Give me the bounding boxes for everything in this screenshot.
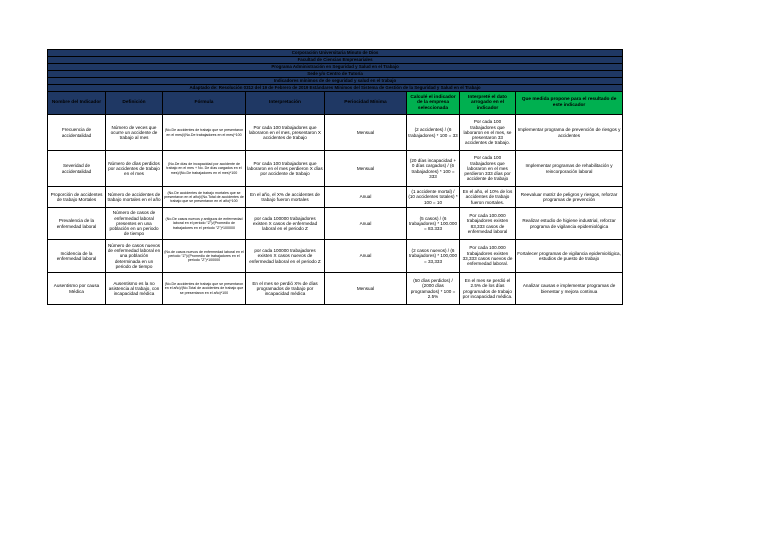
cell-formula[interactable]: (No.De accidentes de trabajo que se presentaron en el mes)/(No.De trabajadores en el mes)*100 (163, 115, 246, 151)
title-line (48, 50, 623, 57)
cell-interpreted[interactable]: Por cada 100.000 trabajadores existen 33,333 casos nuevos de enfermedad laboral. (460, 240, 516, 273)
cell-periodicity[interactable]: Anual (325, 208, 407, 240)
cell-name[interactable]: Prevalencia de la enfermedad laboral (48, 208, 106, 240)
cell-periodicity[interactable]: Mensual (325, 115, 407, 151)
cell-measure[interactable]: Implementar programas de rehabilitación y reincorporación laboral (516, 151, 623, 187)
cell-formula[interactable]: (No.De accidentes de trabajo mortales que se presentaron en el año)/(No.Total de accidentes de trabajo que se presentaron en el año)*100 (163, 187, 246, 208)
cell-interpreted[interactable]: Por cada 100.000 trabajadores existen 83,333 casos de enfermedad laboral (460, 208, 516, 240)
cell-definition[interactable]: Número de días perdidos por accidentes de trabajo en el mes (106, 151, 163, 187)
cell-interpretation[interactable]: En el año, el X% de accidentes de trabajo fueron mortales (246, 187, 325, 208)
title-text[interactable]: Programa Administración en Seguridad y Salud en el Trabajo (48, 64, 623, 71)
data-rows (48, 115, 623, 305)
header-row (48, 92, 623, 115)
cell-measure[interactable]: Realizar estudio de higiene industrial, reforzar programa de vigilancia epidemiológica (516, 208, 623, 240)
cell-name[interactable]: Frecuencia de accidentalidad (48, 115, 106, 151)
header-cell-interpretation[interactable]: Interpretación (246, 92, 325, 115)
header-cell-interpreted[interactable]: Interpreté el dato arrogado en el indicador (460, 92, 516, 115)
cell-definition[interactable]: Número de veces que ocurre un accidente de trabajo al mes (106, 115, 163, 151)
cell-measure[interactable]: Reevaluar matriz de peligros y riesgos, reforzar programas de prevención (516, 187, 623, 208)
cell-name[interactable]: Severidad de accidentalidad (48, 151, 106, 187)
header-cell-formula[interactable]: Fórmula (163, 92, 246, 115)
table-row (48, 208, 623, 240)
cell-calculated[interactable]: (2 accidentes) / (6 trabajadores) * 100 = 33 (407, 115, 460, 151)
cell-formula[interactable]: (No.De casos nuevos y antiguos de enfermedad laboral en el periodo "Z")/(Promedio de trabajadores en el periodo "Z")*100000 (163, 208, 246, 240)
cell-measure[interactable]: Analizar causas e implementar programas de bienestar y mejora continua (516, 273, 623, 305)
table-row (48, 240, 623, 273)
header-cell-definition[interactable]: Definición (106, 92, 163, 115)
cell-periodicity[interactable]: Anual (325, 240, 407, 273)
title-line (48, 78, 623, 85)
cell-formula[interactable]: (No.De días de incapacidad por accidente de trabajo en el mes + No. De días cargados en el mes)/(No.De trabajadores en el mes)*100 (163, 151, 246, 187)
header-cell-periodicity[interactable]: Periocidad Mínima (325, 92, 407, 115)
cell-interpretation[interactable]: por cada 100000 trabajadores existen X casos nuevos de enfermedad laboral en el periodo Z (246, 240, 325, 273)
table-row (48, 187, 623, 208)
table-row (48, 115, 623, 151)
cell-definition[interactable]: Número de casos de enfermedad laboral presentes en una población en un periodo de tiempo (106, 208, 163, 240)
cell-calculated[interactable]: (2 casos nuevos) / (6 trabajadores) * 100,000 = 33,333 (407, 240, 460, 273)
title-line (48, 57, 623, 64)
header-cell-name[interactable]: Nombre del Indicador (48, 92, 106, 115)
title-text[interactable]: Indicadores mínimos de de seguridad y salud en el trabajo (48, 78, 623, 85)
cell-calculated[interactable]: (50 días perdidos) / (2000 días programados) * 100 = 2.5% (407, 273, 460, 305)
cell-periodicity[interactable]: Mensual (325, 273, 407, 305)
cell-measure[interactable]: Implementar programa de prevención de riesgos y accidentes (516, 115, 623, 151)
title-line (48, 64, 623, 71)
indicators-table (47, 49, 623, 305)
cell-name[interactable]: Incidencia de la enfermedad laboral (48, 240, 106, 273)
cell-interpreted[interactable]: En el mes se perdió el 2.5% de los días programados de trabajo por incapacidad médica. (460, 273, 516, 305)
cell-interpretation[interactable]: Por cada 100 trabajadores que laboraron en el mes, presentaron X accidentes de trabajo (246, 115, 325, 151)
cell-interpretation[interactable]: En el mes se perdió X% de días programados de trabajo por incapacidad médica (246, 273, 325, 305)
cell-formula[interactable]: (No.De accidentes de trabajo que se presentaron en el año)/(No.Total de accidentes de trabajo que se presentaron en el año)*100 (163, 273, 246, 305)
cell-definition[interactable]: Número de casos nuevos de enfermedad laboral en una población determinada en un periodo de tiempo (106, 240, 163, 273)
title-line (48, 71, 623, 78)
cell-interpreted[interactable]: Por cada 100 trabajadores que laboraron en el mes perdieron 333 días por accidente de trabajo (460, 151, 516, 187)
table-row (48, 273, 623, 305)
cell-formula[interactable]: (No.de casos nuevos de enfermedad laboral en el periodo "Z")/(Promedio de trabajadores en el periodo "Z")*100000 (163, 240, 246, 273)
cell-definition[interactable]: Número de accidentes de trabajo mortales en el año (106, 187, 163, 208)
header-cell-measure[interactable]: Que medida propone para el resultado de este indicador (516, 92, 623, 115)
cell-measure[interactable]: Fortalecer programas de vigilancia epidemiológica, estudios de puesto de trabajo (516, 240, 623, 273)
cell-interpretation[interactable]: por cada 100000 trabajadores existen X casos de enfermedad laboral en el periodo Z (246, 208, 325, 240)
cell-calculated[interactable]: (20 días incapacidad + 0 días cargados) / (6 trabajadores) * 100 = 333 (407, 151, 460, 187)
title-text[interactable]: Sede y/o Centro de Tutoría (48, 71, 623, 78)
cell-interpreted[interactable]: Por cada 100 trabajadores que laboraron en el mes, se presentaron 33 accidentes de trabajo. (460, 115, 516, 151)
cell-definition[interactable]: Ausentismo es la no asistencia al trabajo, con incapacidad médica (106, 273, 163, 305)
cell-periodicity[interactable]: Mensual (325, 151, 407, 187)
cell-interpreted[interactable]: En el año, el 10% de los accidentes de trabajo fueron mortales. (460, 187, 516, 208)
cell-name[interactable]: Proporción de accidentes de trabajo Mortales (48, 187, 106, 208)
header-cell-calculated[interactable]: Calculé el indicador de la empresa seleccionada (407, 92, 460, 115)
title-text[interactable]: Corporación Universitaria Minuto de Dios (48, 50, 623, 57)
cell-calculated[interactable]: (5 casos) / (6 trabajadores) * 100.000 = 83.333 (407, 208, 460, 240)
title-block (48, 50, 623, 92)
cell-calculated[interactable]: (1 accidente mortal) / (10 accidentes totales) * 100 = 10 (407, 187, 460, 208)
cell-periodicity[interactable]: Anual (325, 187, 407, 208)
title-line (48, 85, 623, 92)
cell-name[interactable]: Ausentismo por causa Médica (48, 273, 106, 305)
title-text[interactable]: Facultad de Ciencias Empresariales (48, 57, 623, 64)
table-row (48, 151, 623, 187)
cell-interpretation[interactable]: Por cada 100 trabajadores que laboraron en el mes perdieron X días por accidente de trabajo (246, 151, 325, 187)
title-text[interactable]: Adaptado de: Resolución 0312 del 19 de Febrero de 2019 Estándares Mínimos del Sistema de Gestión de la Seguridad y Salud en el Trabajo (48, 85, 623, 92)
